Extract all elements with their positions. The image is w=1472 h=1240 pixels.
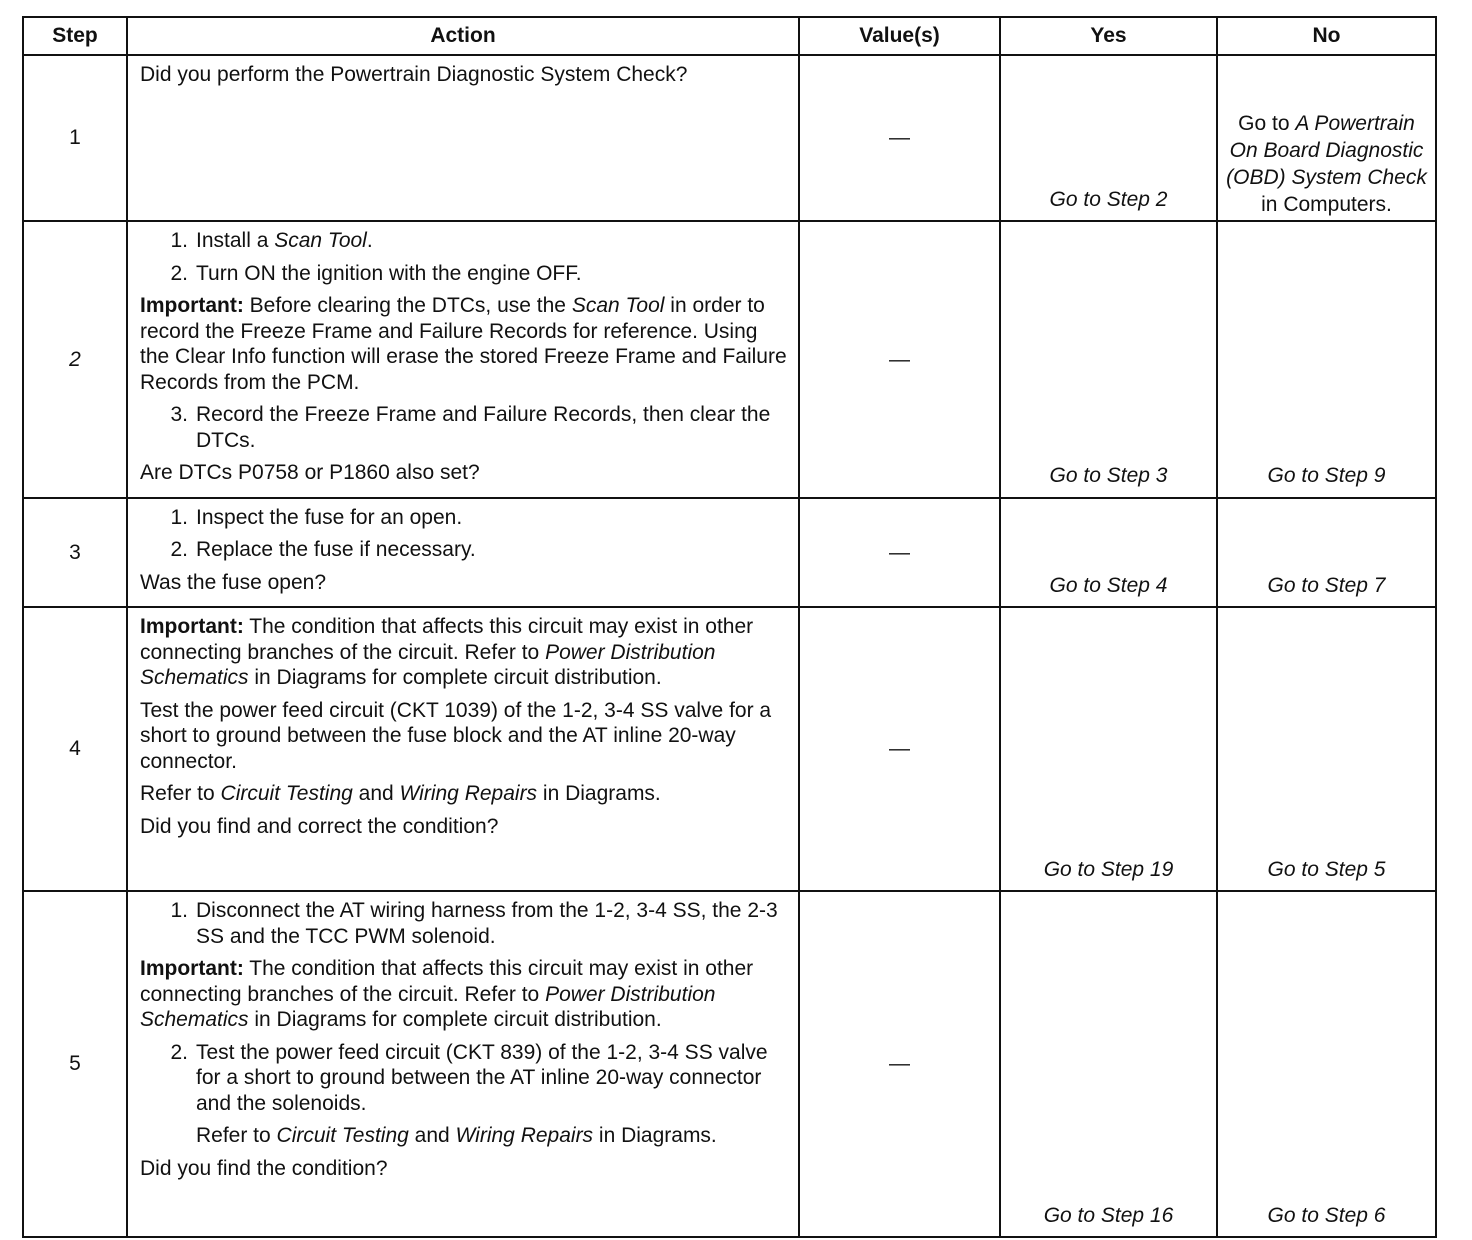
list-item: 1. Inspect the fuse for an open.	[170, 505, 463, 529]
step-number: 2	[23, 221, 127, 498]
action-question: Did you find and correct the condition?	[140, 814, 499, 838]
yes-link[interactable]: Go to Step 16	[1000, 891, 1217, 1237]
action-cell	[127, 221, 799, 498]
action-cell	[127, 55, 799, 221]
table-row	[23, 221, 1436, 498]
action-cell	[127, 891, 799, 1237]
action-question: Was the fuse open?	[140, 570, 327, 594]
diagnostic-table	[22, 16, 1437, 1238]
list-item: 2. Turn ON the ignition with the engine OFF.	[170, 261, 582, 285]
list-item: 2. Replace the fuse if necessary.	[170, 538, 476, 561]
action-cell	[127, 607, 799, 891]
value-cell: —	[799, 221, 1000, 498]
list-item: 2. Test the power feed circuit (CKT 839) of the 1-2, 3-4 SS valve for a short to ground between the AT inline 20-way connector and the solenoids.	[170, 1040, 768, 1115]
no-link[interactable]	[1217, 55, 1436, 221]
no-link[interactable]: Go to Step 5	[1217, 607, 1436, 891]
header-action: Action	[127, 17, 799, 55]
step-number: 4	[23, 607, 127, 891]
value-cell: —	[799, 891, 1000, 1237]
yes-link[interactable]: Go to Step 4	[1000, 498, 1217, 608]
important-note: Important: Before clearing the DTCs, use the Scan Tool in order to record the Freeze Frame and Failure Records for reference. Using the Clear Info function will erase the stored Freeze Frame and Failure Records from the PCM.	[140, 294, 787, 394]
list-item: 1. Disconnect the AT wiring harness from the 1-2, 3-4 SS, the 2-3 SS and the TCC PWM solenoid.	[170, 899, 778, 948]
yes-link[interactable]: Go to Step 3	[1000, 221, 1217, 498]
step-number: 3	[23, 498, 127, 608]
header-yes: Yes	[1000, 17, 1217, 55]
action-text: Test the power feed circuit (CKT 1039) of the 1-2, 3-4 SS valve for a short to ground between the fuse block and the AT inline 20-way connector.	[140, 698, 772, 773]
list-item: 3. Record the Freeze Frame and Failure Records, then clear the DTCs.	[170, 403, 771, 452]
important-note: Important: The condition that affects this circuit may exist in other connecting branches of the circuit. Refer to Power Distribution Schematics in Diagrams for complete circuit distribution.	[140, 615, 754, 689]
action-question: Did you find the condition?	[140, 1156, 388, 1180]
header-values: Value(s)	[799, 17, 1000, 55]
list-item: 1. Install a Scan Tool.	[170, 229, 373, 252]
step-number: 1	[23, 55, 127, 221]
no-reference: A Powertrain On Board Diagnostic (OBD) System Check	[1226, 112, 1427, 189]
header-step: Step	[23, 17, 127, 55]
important-note: Important: The condition that affects this circuit may exist in other connecting branches of the circuit. Refer to Power Distribution Schematics in Diagrams for complete circuit distribution.	[140, 957, 754, 1031]
reference-note: Refer to Circuit Testing and Wiring Repairs in Diagrams.	[196, 1124, 717, 1147]
action-cell	[127, 498, 799, 608]
yes-link[interactable]: Go to Step 2	[1000, 55, 1217, 221]
header-row	[23, 17, 1436, 55]
table-row	[23, 891, 1436, 1237]
value-cell: —	[799, 498, 1000, 608]
no-link[interactable]: Go to Step 9	[1217, 221, 1436, 498]
action-question: Did you perform the Powertrain Diagnostic System Check?	[140, 63, 688, 86]
no-link[interactable]: Go to Step 6	[1217, 891, 1436, 1237]
table-row	[23, 498, 1436, 608]
yes-link[interactable]: Go to Step 19	[1000, 607, 1217, 891]
no-text-suffix: in Computers.	[1261, 193, 1392, 216]
step-number: 5	[23, 891, 127, 1237]
table-row	[23, 607, 1436, 891]
value-cell: —	[799, 55, 1000, 221]
no-text: Go to	[1238, 112, 1296, 135]
action-question: Are DTCs P0758 or P1860 also set?	[140, 461, 480, 484]
table-row	[23, 55, 1436, 221]
header-no: No	[1217, 17, 1436, 55]
value-cell: —	[799, 607, 1000, 891]
no-link[interactable]: Go to Step 7	[1217, 498, 1436, 608]
reference-note: Refer to Circuit Testing and Wiring Repairs in Diagrams.	[140, 782, 661, 805]
